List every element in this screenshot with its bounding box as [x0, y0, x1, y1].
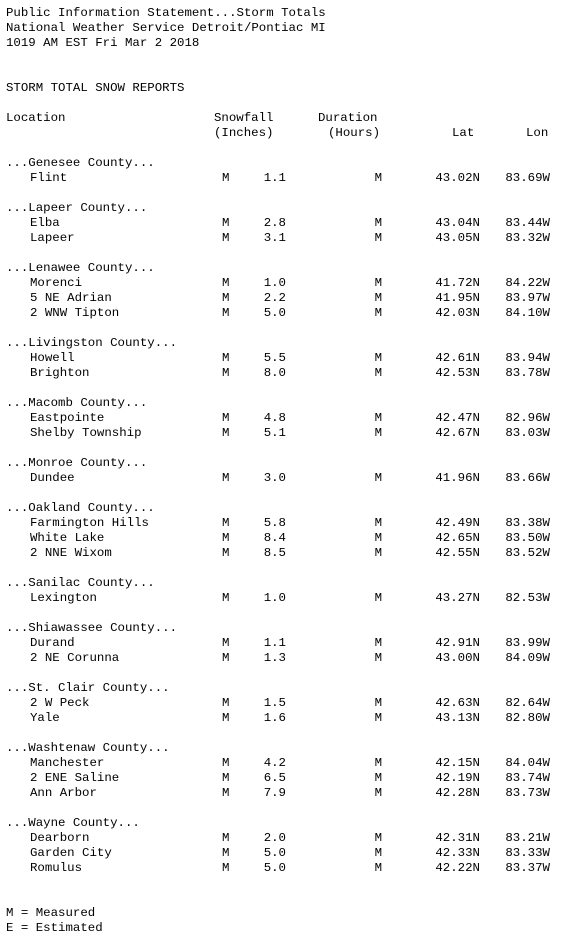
report-lon: 84.10W	[505, 306, 550, 320]
issuing-office: National Weather Service Detroit/Pontiac MI	[6, 21, 326, 35]
report-lon: 83.21W	[505, 831, 550, 845]
report-lat: 42.91N	[435, 636, 480, 650]
report-row	[6, 651, 572, 666]
report-snowfall: 2.2	[263, 291, 286, 305]
spacer	[6, 186, 572, 201]
statement-title: Public Information Statement...Storm Totals	[6, 6, 326, 20]
report-duration: M	[374, 846, 382, 860]
report-row	[6, 636, 572, 651]
report-row	[6, 366, 572, 381]
report-measured-flag: M	[222, 861, 230, 875]
spacer	[6, 381, 572, 396]
legend-estimated: E = Estimated	[6, 921, 103, 935]
county-heading: ...St. Clair County...	[6, 681, 170, 695]
report-snowfall: 3.0	[263, 471, 286, 485]
county-heading: ...Monroe County...	[6, 456, 148, 470]
report-snowfall: 1.1	[263, 636, 286, 650]
report-lat: 42.55N	[435, 546, 480, 560]
report-snowfall: 4.8	[263, 411, 286, 425]
report-lat: 42.28N	[435, 786, 480, 800]
report-snowfall: 5.0	[263, 861, 286, 875]
report-duration: M	[374, 636, 382, 650]
report-measured-flag: M	[222, 831, 230, 845]
report-duration: M	[374, 711, 382, 725]
report-snowfall: 3.1	[263, 231, 286, 245]
report-row	[6, 426, 572, 441]
report-duration: M	[374, 426, 382, 440]
report-lon: 83.33W	[505, 846, 550, 860]
report-row	[6, 591, 572, 606]
report-lat: 43.05N	[435, 231, 480, 245]
report-location: 2 NE Corunna	[30, 651, 120, 665]
report-location: Howell	[30, 351, 75, 365]
report-lat: 43.00N	[435, 651, 480, 665]
report-snowfall: 8.5	[263, 546, 286, 560]
report-duration: M	[374, 306, 382, 320]
report-lon: 83.69W	[505, 171, 550, 185]
issue-time: 1019 AM EST Fri Mar 2 2018	[6, 36, 200, 50]
report-lat: 42.49N	[435, 516, 480, 530]
report-location: Manchester	[30, 756, 105, 770]
report-location: 5 NE Adrian	[30, 291, 112, 305]
report-measured-flag: M	[222, 306, 230, 320]
report-duration: M	[374, 171, 382, 185]
report-location: Shelby Township	[30, 426, 142, 440]
report-location: 2 WNW Tipton	[30, 306, 120, 320]
spacer	[6, 246, 572, 261]
report-duration: M	[374, 516, 382, 530]
report-row	[6, 546, 572, 561]
county-heading: ...Shiawassee County...	[6, 621, 178, 635]
spacer	[6, 51, 572, 81]
county-heading: ...Washtenaw County...	[6, 741, 170, 755]
report-measured-flag: M	[222, 696, 230, 710]
report-row	[6, 231, 572, 246]
report-lon: 83.74W	[505, 771, 550, 785]
report-measured-flag: M	[222, 216, 230, 230]
report-location: 2 NNE Wixom	[30, 546, 112, 560]
report-measured-flag: M	[222, 591, 230, 605]
report-lat: 43.04N	[435, 216, 480, 230]
report-row	[6, 306, 572, 321]
public-information-statement	[6, 6, 572, 936]
report-measured-flag: M	[222, 171, 230, 185]
report-duration: M	[374, 351, 382, 365]
report-lon: 82.96W	[505, 411, 550, 425]
report-snowfall: 2.0	[263, 831, 286, 845]
report-location: White Lake	[30, 531, 105, 545]
report-location: Dearborn	[30, 831, 90, 845]
report-snowfall: 1.6	[263, 711, 286, 725]
report-snowfall: 7.9	[263, 786, 286, 800]
report-measured-flag: M	[222, 651, 230, 665]
report-duration: M	[374, 471, 382, 485]
report-location: Ann Arbor	[30, 786, 97, 800]
report-measured-flag: M	[222, 351, 230, 365]
report-row	[6, 411, 572, 426]
spacer	[6, 141, 572, 156]
report-measured-flag: M	[222, 411, 230, 425]
report-lon: 83.78W	[505, 366, 550, 380]
report-lat: 41.95N	[435, 291, 480, 305]
report-measured-flag: M	[222, 471, 230, 485]
report-snowfall: 1.5	[263, 696, 286, 710]
column-header-duration: Duration	[318, 111, 378, 125]
report-lat: 42.15N	[435, 756, 480, 770]
report-lat: 42.31N	[435, 831, 480, 845]
column-header-row-2	[6, 126, 572, 141]
column-header-snowfall: Snowfall	[214, 111, 274, 125]
report-lat: 42.53N	[435, 366, 480, 380]
report-measured-flag: M	[222, 756, 230, 770]
report-row	[6, 786, 572, 801]
report-lat: 42.65N	[435, 531, 480, 545]
report-location: Brighton	[30, 366, 90, 380]
report-lat: 41.96N	[435, 471, 480, 485]
section-title: STORM TOTAL SNOW REPORTS	[6, 81, 185, 95]
report-lat: 42.03N	[435, 306, 480, 320]
report-lat: 42.61N	[435, 351, 480, 365]
report-measured-flag: M	[222, 546, 230, 560]
report-lon: 82.80W	[505, 711, 550, 725]
report-lat: 43.13N	[435, 711, 480, 725]
report-lat: 42.19N	[435, 771, 480, 785]
report-duration: M	[374, 291, 382, 305]
report-row	[6, 756, 572, 771]
report-row	[6, 711, 572, 726]
report-lon: 83.44W	[505, 216, 550, 230]
county-list	[6, 141, 572, 876]
report-snowfall: 5.8	[263, 516, 286, 530]
report-lon: 83.32W	[505, 231, 550, 245]
report-duration: M	[374, 231, 382, 245]
report-measured-flag: M	[222, 636, 230, 650]
report-measured-flag: M	[222, 711, 230, 725]
report-snowfall: 1.0	[263, 276, 286, 290]
county-heading: ...Oakland County...	[6, 501, 155, 515]
report-row	[6, 216, 572, 231]
report-location: Morenci	[30, 276, 83, 290]
report-lon: 84.04W	[505, 756, 550, 770]
spacer	[6, 561, 572, 576]
spacer	[6, 606, 572, 621]
report-location: Flint	[30, 171, 68, 185]
column-header-lon: Lon	[526, 126, 549, 140]
column-header-snowfall-unit: (Inches)	[214, 126, 274, 140]
report-snowfall: 5.0	[263, 306, 286, 320]
report-duration: M	[374, 276, 382, 290]
report-location: Romulus	[30, 861, 83, 875]
report-row	[6, 351, 572, 366]
report-duration: M	[374, 651, 382, 665]
report-row	[6, 861, 572, 876]
report-location: Lapeer	[30, 231, 75, 245]
report-row	[6, 531, 572, 546]
report-snowfall: 4.2	[263, 756, 286, 770]
report-lon: 83.38W	[505, 516, 550, 530]
report-location: Farmington Hills	[30, 516, 149, 530]
county-heading: ...Genesee County...	[6, 156, 155, 170]
report-snowfall: 8.4	[263, 531, 286, 545]
report-lat: 42.33N	[435, 846, 480, 860]
report-lon: 83.52W	[505, 546, 550, 560]
report-snowfall: 1.1	[263, 171, 286, 185]
report-lon: 83.66W	[505, 471, 550, 485]
spacer	[6, 486, 572, 501]
report-snowfall: 8.0	[263, 366, 286, 380]
report-snowfall: 6.5	[263, 771, 286, 785]
report-duration: M	[374, 696, 382, 710]
report-location: 2 W Peck	[30, 696, 90, 710]
report-lon: 83.03W	[505, 426, 550, 440]
report-lon: 83.94W	[505, 351, 550, 365]
county-heading: ...Wayne County...	[6, 816, 140, 830]
county-heading: ...Sanilac County...	[6, 576, 155, 590]
spacer	[6, 726, 572, 741]
legend-measured: M = Measured	[6, 906, 96, 920]
report-duration: M	[374, 216, 382, 230]
report-measured-flag: M	[222, 276, 230, 290]
column-header-location: Location	[6, 111, 66, 125]
spacer	[6, 321, 572, 336]
report-lat: 43.02N	[435, 171, 480, 185]
report-lat: 42.22N	[435, 861, 480, 875]
report-row	[6, 276, 572, 291]
report-measured-flag: M	[222, 516, 230, 530]
report-row	[6, 171, 572, 186]
report-lon: 82.53W	[505, 591, 550, 605]
report-location: Lexington	[30, 591, 97, 605]
report-lat: 42.47N	[435, 411, 480, 425]
county-heading: ...Macomb County...	[6, 396, 148, 410]
report-snowfall: 1.3	[263, 651, 286, 665]
column-header-duration-unit: (Hours)	[328, 126, 381, 140]
report-duration: M	[374, 591, 382, 605]
report-measured-flag: M	[222, 771, 230, 785]
report-measured-flag: M	[222, 846, 230, 860]
report-lon: 83.37W	[505, 861, 550, 875]
report-lon: 83.99W	[505, 636, 550, 650]
report-row	[6, 831, 572, 846]
county-heading: ...Lapeer County...	[6, 201, 148, 215]
report-measured-flag: M	[222, 531, 230, 545]
column-header-lat: Lat	[452, 126, 475, 140]
report-duration: M	[374, 546, 382, 560]
report-lon: 84.22W	[505, 276, 550, 290]
report-lon: 84.09W	[505, 651, 550, 665]
report-measured-flag: M	[222, 426, 230, 440]
report-location: Dundee	[30, 471, 75, 485]
report-lat: 42.63N	[435, 696, 480, 710]
report-row	[6, 471, 572, 486]
report-location: Elba	[30, 216, 60, 230]
report-location: Durand	[30, 636, 75, 650]
report-snowfall: 2.8	[263, 216, 286, 230]
column-header-row-1	[6, 111, 572, 126]
report-snowfall: 5.0	[263, 846, 286, 860]
report-duration: M	[374, 831, 382, 845]
report-lon: 83.50W	[505, 531, 550, 545]
report-lon: 83.97W	[505, 291, 550, 305]
spacer	[6, 801, 572, 816]
report-measured-flag: M	[222, 231, 230, 245]
report-lon: 82.64W	[505, 696, 550, 710]
report-location: Eastpointe	[30, 411, 105, 425]
report-lat: 43.27N	[435, 591, 480, 605]
report-lon: 83.73W	[505, 786, 550, 800]
report-location: Yale	[30, 711, 60, 725]
report-measured-flag: M	[222, 291, 230, 305]
county-heading: ...Lenawee County...	[6, 261, 155, 275]
report-row	[6, 291, 572, 306]
report-location: 2 ENE Saline	[30, 771, 120, 785]
county-heading: ...Livingston County...	[6, 336, 178, 350]
report-duration: M	[374, 756, 382, 770]
report-location: Garden City	[30, 846, 112, 860]
report-duration: M	[374, 786, 382, 800]
spacer	[6, 891, 572, 906]
report-measured-flag: M	[222, 366, 230, 380]
report-lat: 41.72N	[435, 276, 480, 290]
report-row	[6, 771, 572, 786]
report-snowfall: 5.5	[263, 351, 286, 365]
spacer	[6, 876, 572, 891]
report-lat: 42.67N	[435, 426, 480, 440]
report-duration: M	[374, 861, 382, 875]
report-duration: M	[374, 366, 382, 380]
spacer	[6, 96, 572, 111]
report-duration: M	[374, 411, 382, 425]
spacer	[6, 666, 572, 681]
report-duration: M	[374, 771, 382, 785]
report-snowfall: 1.0	[263, 591, 286, 605]
report-snowfall: 5.1	[263, 426, 286, 440]
report-duration: M	[374, 531, 382, 545]
spacer	[6, 441, 572, 456]
report-row	[6, 846, 572, 861]
report-row	[6, 516, 572, 531]
report-measured-flag: M	[222, 786, 230, 800]
report-row	[6, 696, 572, 711]
